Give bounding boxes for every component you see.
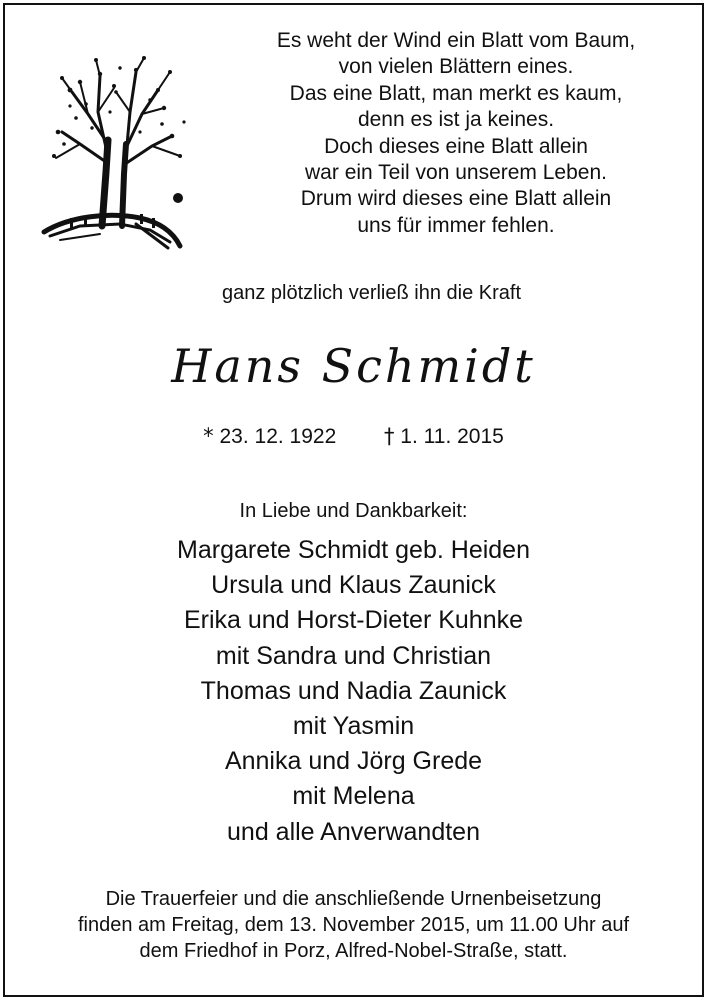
deceased-name: Hans Schmidt xyxy=(171,339,536,393)
funeral-notice-line: Die Trauerfeier und die anschließende Urnenbeisetzung xyxy=(105,888,602,910)
mourners-list xyxy=(0,533,707,850)
intro-text: ganz plötzlich verließ ihn die Kraft xyxy=(221,282,522,304)
mourner-line: mit Melena xyxy=(292,782,415,811)
thanks-line: In Liebe und Dankbarkeit: xyxy=(239,500,468,522)
mourner-line: und alle Anverwandten xyxy=(227,817,480,846)
mourner-line: Erika und Horst-Dieter Kuhnke xyxy=(183,606,524,635)
tree-icon xyxy=(40,52,192,254)
poem-line: Das eine Blatt, man merkt es kaum, xyxy=(289,81,623,105)
mourner-line: Margarete Schmidt geb. Heiden xyxy=(177,536,530,564)
funeral-notice-line: dem Friedhof in Porz, Alfred-Nobel-Straße, statt. xyxy=(139,940,568,962)
mourner-line: mit Sandra und Christian xyxy=(215,641,492,670)
poem-line: denn es ist ja keines. xyxy=(357,108,555,132)
mourner-line: mit Yasmin xyxy=(292,712,415,741)
life-dates xyxy=(0,422,707,451)
poem xyxy=(236,28,676,239)
death-cross-icon: † xyxy=(383,424,395,448)
poem-line: war ein Teil von unserem Leben. xyxy=(305,161,607,185)
birth-star-icon: * xyxy=(203,424,214,448)
poem-line: Es weht der Wind ein Blatt vom Baum, xyxy=(276,29,636,52)
poem-line: uns für immer fehlen. xyxy=(357,213,555,237)
poem-line: Doch dieses eine Blatt allein xyxy=(324,134,588,158)
mourner-line: Annika und Jörg Grede xyxy=(224,747,483,776)
birth-date: 23. 12. 1922 xyxy=(219,425,337,448)
funeral-notice-line: finden am Freitag, dem 13. November 2015, um 11.00 Uhr auf xyxy=(77,914,630,936)
poem-line: Drum wird dieses eine Blatt allein xyxy=(300,187,612,211)
poem-line: von vielen Blättern eines. xyxy=(338,55,574,79)
mourner-line: Ursula und Klaus Zaunick xyxy=(211,571,496,600)
mourner-line: Thomas und Nadia Zaunick xyxy=(200,676,507,705)
death-date: 1. 11. 2015 xyxy=(400,425,504,448)
funeral-notice xyxy=(0,886,707,964)
